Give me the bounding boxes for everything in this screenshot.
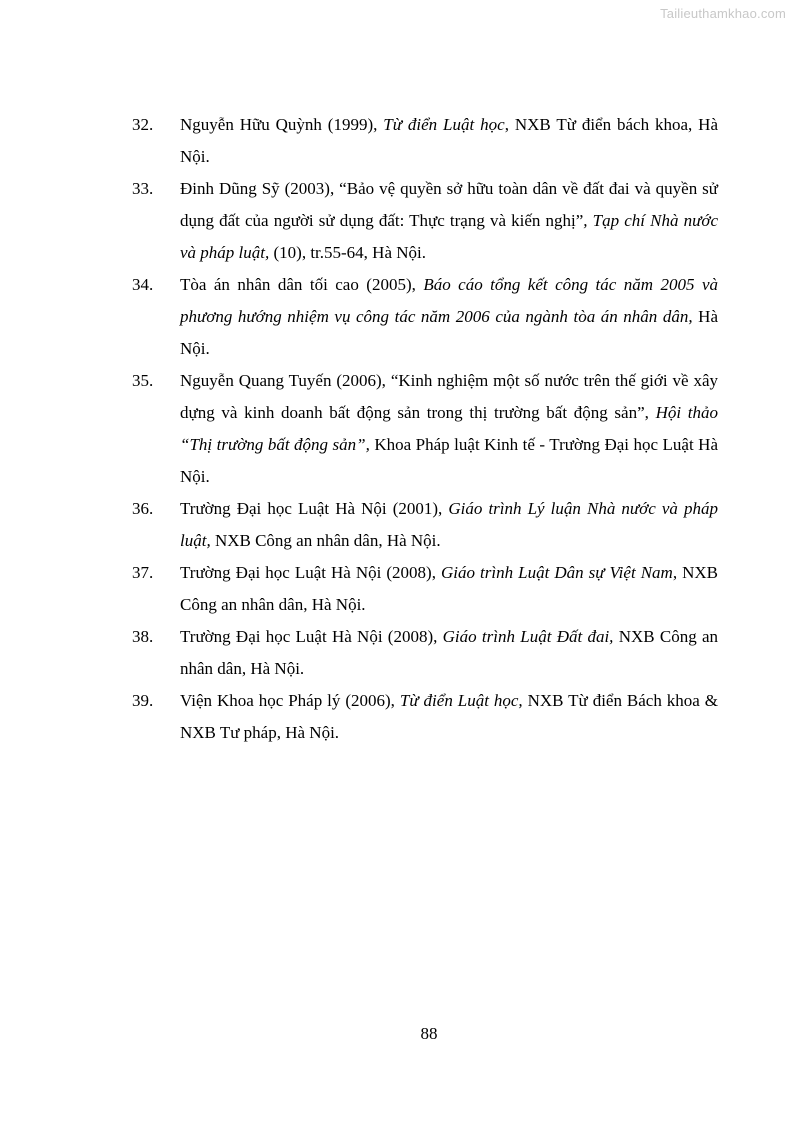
reference-title-italic: Từ điển Luật học (383, 115, 505, 134)
reference-title-italic: Giáo trình Lý luận Nhà nước và pháp luật, (180, 499, 719, 550)
reference-number: 37. (132, 563, 154, 582)
reference-text-segment: Trường Đại học Luật Hà Nội (2001), (180, 499, 449, 518)
reference-text-segment: Khoa Pháp luật Kinh tế - Trường Đại học Luật Hà Nội. (180, 435, 719, 486)
reference-item (132, 269, 718, 365)
reference-number: 33. (132, 179, 154, 198)
reference-list (132, 109, 718, 749)
reference-text-segment: Viện Khoa học Pháp lý (2006), (180, 691, 400, 710)
reference-text-segment: NXB Từ điển Bách khoa & NXB Tư pháp, Hà Nội. (180, 691, 719, 742)
reference-title-italic: Từ điển Luật học, (399, 691, 523, 710)
reference-number: 32. (132, 115, 154, 134)
reference-text-segment: Tòa án nhân dân tối cao (2005), (180, 275, 424, 294)
reference-text-segment: Nguyễn Quang Tuyến (2006), “Kinh nghiệm một số nước trên thế giới về xây dựng và kinh doanh bất động sản trong thị trường bất động sản”, (180, 371, 718, 422)
page-number: 88 (420, 1024, 438, 1043)
reference-text-segment: Trường Đại học Luật Hà Nội (2008), (180, 627, 443, 646)
reference-text-segment: NXB Công an nhân dân, Hà Nội. (180, 627, 719, 678)
reference-item (132, 685, 718, 749)
reference-text-segment: Đinh Dũng Sỹ (2003), “Bảo vệ quyền sở hữu toàn dân về đất đai và quyền sử dụng đất của người sử dụng đất: Thực trạng và kiến nghị” (180, 179, 718, 230)
reference-number: 36. (132, 499, 154, 518)
reference-text (180, 109, 718, 173)
reference-number: 34. (132, 275, 154, 294)
reference-title-italic: , Tạp chí Nhà nước và pháp luật, (180, 211, 718, 262)
reference-item (132, 365, 718, 493)
reference-text-segment: Nguyễn Hữu Quỳnh (1999), (180, 115, 384, 134)
reference-text-segment: , NXB Từ điển bách khoa, Hà Nội. (180, 115, 718, 166)
reference-item (132, 557, 718, 621)
reference-text-segment: Trường Đại học Luật Hà Nội (2008), (180, 563, 441, 582)
reference-number: 35. (132, 371, 154, 390)
reference-text (180, 557, 718, 621)
reference-title-italic: Hội thảo “Thị trường bất động sản”, (180, 403, 718, 454)
reference-text-segment: , NXB Công an nhân dân, Hà Nội. (180, 563, 718, 614)
reference-text-segment: (10), tr.55-64, Hà Nội. (269, 243, 427, 262)
reference-item (132, 173, 718, 269)
reference-text-segment: Hà Nội. (180, 307, 719, 358)
reference-text (180, 685, 718, 749)
reference-text (180, 365, 718, 493)
reference-title-italic: Giáo trình Luật Đất đai, (442, 627, 614, 646)
reference-item (132, 621, 718, 685)
reference-text (180, 621, 718, 685)
reference-number: 38. (132, 627, 154, 646)
watermark: Tailieuthamkhao.com (660, 6, 786, 21)
reference-item (132, 109, 718, 173)
reference-title-italic: Giáo trình Luật Dân sự Việt Nam (441, 563, 673, 582)
reference-item (132, 493, 718, 557)
reference-text (180, 493, 718, 557)
reference-text (180, 173, 718, 269)
reference-text-segment: NXB Công an nhân dân, Hà Nội. (210, 531, 441, 550)
reference-title-italic: Báo cáo tổng kết công tác năm 2005 và phương hướng nhiệm vụ công tác năm 2006 của ngành tòa án nhân dân, (180, 275, 718, 326)
reference-number: 39. (132, 691, 154, 710)
reference-text (180, 269, 718, 365)
